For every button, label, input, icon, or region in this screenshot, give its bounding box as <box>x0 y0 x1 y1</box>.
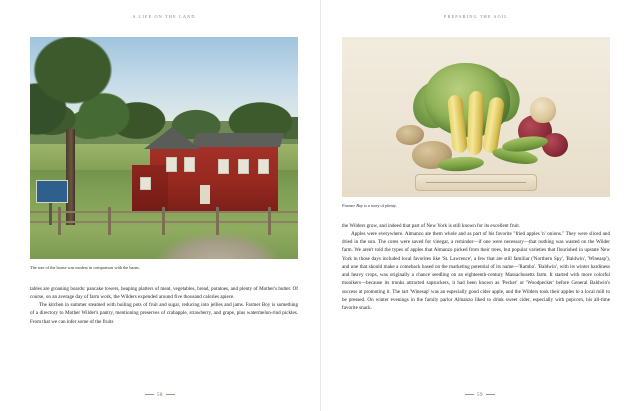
photo-window <box>184 157 195 172</box>
photo-fence-post <box>268 207 271 235</box>
painting-label-plaque <box>415 174 537 191</box>
photo-house-roof-main <box>192 133 284 147</box>
photo-window <box>258 159 269 174</box>
photo-rail-fence <box>30 205 298 235</box>
vegetable-watercolor-illustration <box>342 37 610 197</box>
photo-window <box>218 159 229 174</box>
farmhouse-photograph <box>30 37 298 259</box>
running-head-right: PREPARING THE SOIL <box>443 14 509 19</box>
folio-left <box>0 393 320 398</box>
photo-sign-post <box>49 201 52 225</box>
painting-caption-text: is a story of plenty. <box>362 203 397 208</box>
photo-driveway <box>158 233 278 259</box>
paragraph: the Wilders grow, and indeed that part of New York is still known for its excellent fruit. <box>342 222 521 229</box>
painting-caption <box>342 203 610 209</box>
painting-corn-ear <box>467 91 484 155</box>
photo-window <box>140 177 151 190</box>
running-head-left: A LIFE ON THE LAND <box>132 14 196 19</box>
photo-fence-post <box>108 207 111 235</box>
paragraph: tables are groaning boards: pancake towers, heaping platters of meat, vegetables, bread, potatoes, and plenty of Mother's butter. Of course, on an average day of farm work, the Wilders expended around five thousand calories apiece. <box>30 285 298 300</box>
photo-door <box>200 185 210 204</box>
photo-window <box>166 157 177 172</box>
photo-farmhouse <box>132 115 282 211</box>
folio-right <box>320 393 640 398</box>
photo-caption: The size of the house was modest in comparison with the barns. <box>30 265 140 270</box>
photo-large-tree <box>30 37 140 181</box>
photo-house-body <box>150 145 278 211</box>
photo-fence-post <box>162 207 165 235</box>
right-body-text <box>342 222 610 313</box>
photo-house-gable <box>144 127 200 149</box>
photo-window <box>238 159 249 174</box>
photo-fence-post <box>58 207 61 235</box>
painting-caption-title: Farmer Boy <box>342 203 363 208</box>
right-page <box>320 0 640 411</box>
photo-fence-post <box>216 207 219 235</box>
painting-beet <box>542 133 568 157</box>
painting-plaque-rule <box>426 182 526 183</box>
paragraph: The kitchen in summer steamed with boiling pots of fruit and sugar, reducing into jellies and jams. Farmer Boy is something of a directory to Mother Wilder's pantry, mentioning preserves of crabapple, strawberry, and grape, plus watermelon-rind pickles. From that we can infer some of the fruits <box>30 302 298 325</box>
left-body-text <box>30 285 298 326</box>
page-number: 58 <box>156 393 164 398</box>
page-number: 59 <box>476 393 484 398</box>
paragraph: Apples were everywhere. Almanzo ate them whole and as part of his favorite "fried apples 'n' onions." They were sliced and dried in the sun. The cores were saved for vinegar, a reminder—if one were necessary—that nothing was wasted on the Wilder farm. We aren't told the types of apples that Almanzo picked from their trees, but popular varieties that flourished in upstate New York in those days included local favorites like 'St. Lawrence', a few that are still familiar ('Northern Spy', 'Baldwin', 'Wineasp'), and one that should make a comeback based on the marketing potential of its name—'Rambo'. 'Baldwin', with its winter hardiness and heavy crops, was originally a chance seedling on an eighteenth-century Massachusetts farm. It started with more colorful monikers—because its trunks attracted sapsuckers, it had been known as 'Pecker' or 'Woodpecker' before General Baldwin's success at promoting it. The tart 'Winesap' was an especially good cider apple, and the Wilders took their apples to a local mill to be pressed. On winter evenings in the family parlor Almanzo liked to drink sweet cider, especially with popcorn, his all-time favorite snack. <box>342 230 610 312</box>
painting-onion <box>530 97 556 123</box>
photo-historic-marker-sign <box>36 180 68 203</box>
